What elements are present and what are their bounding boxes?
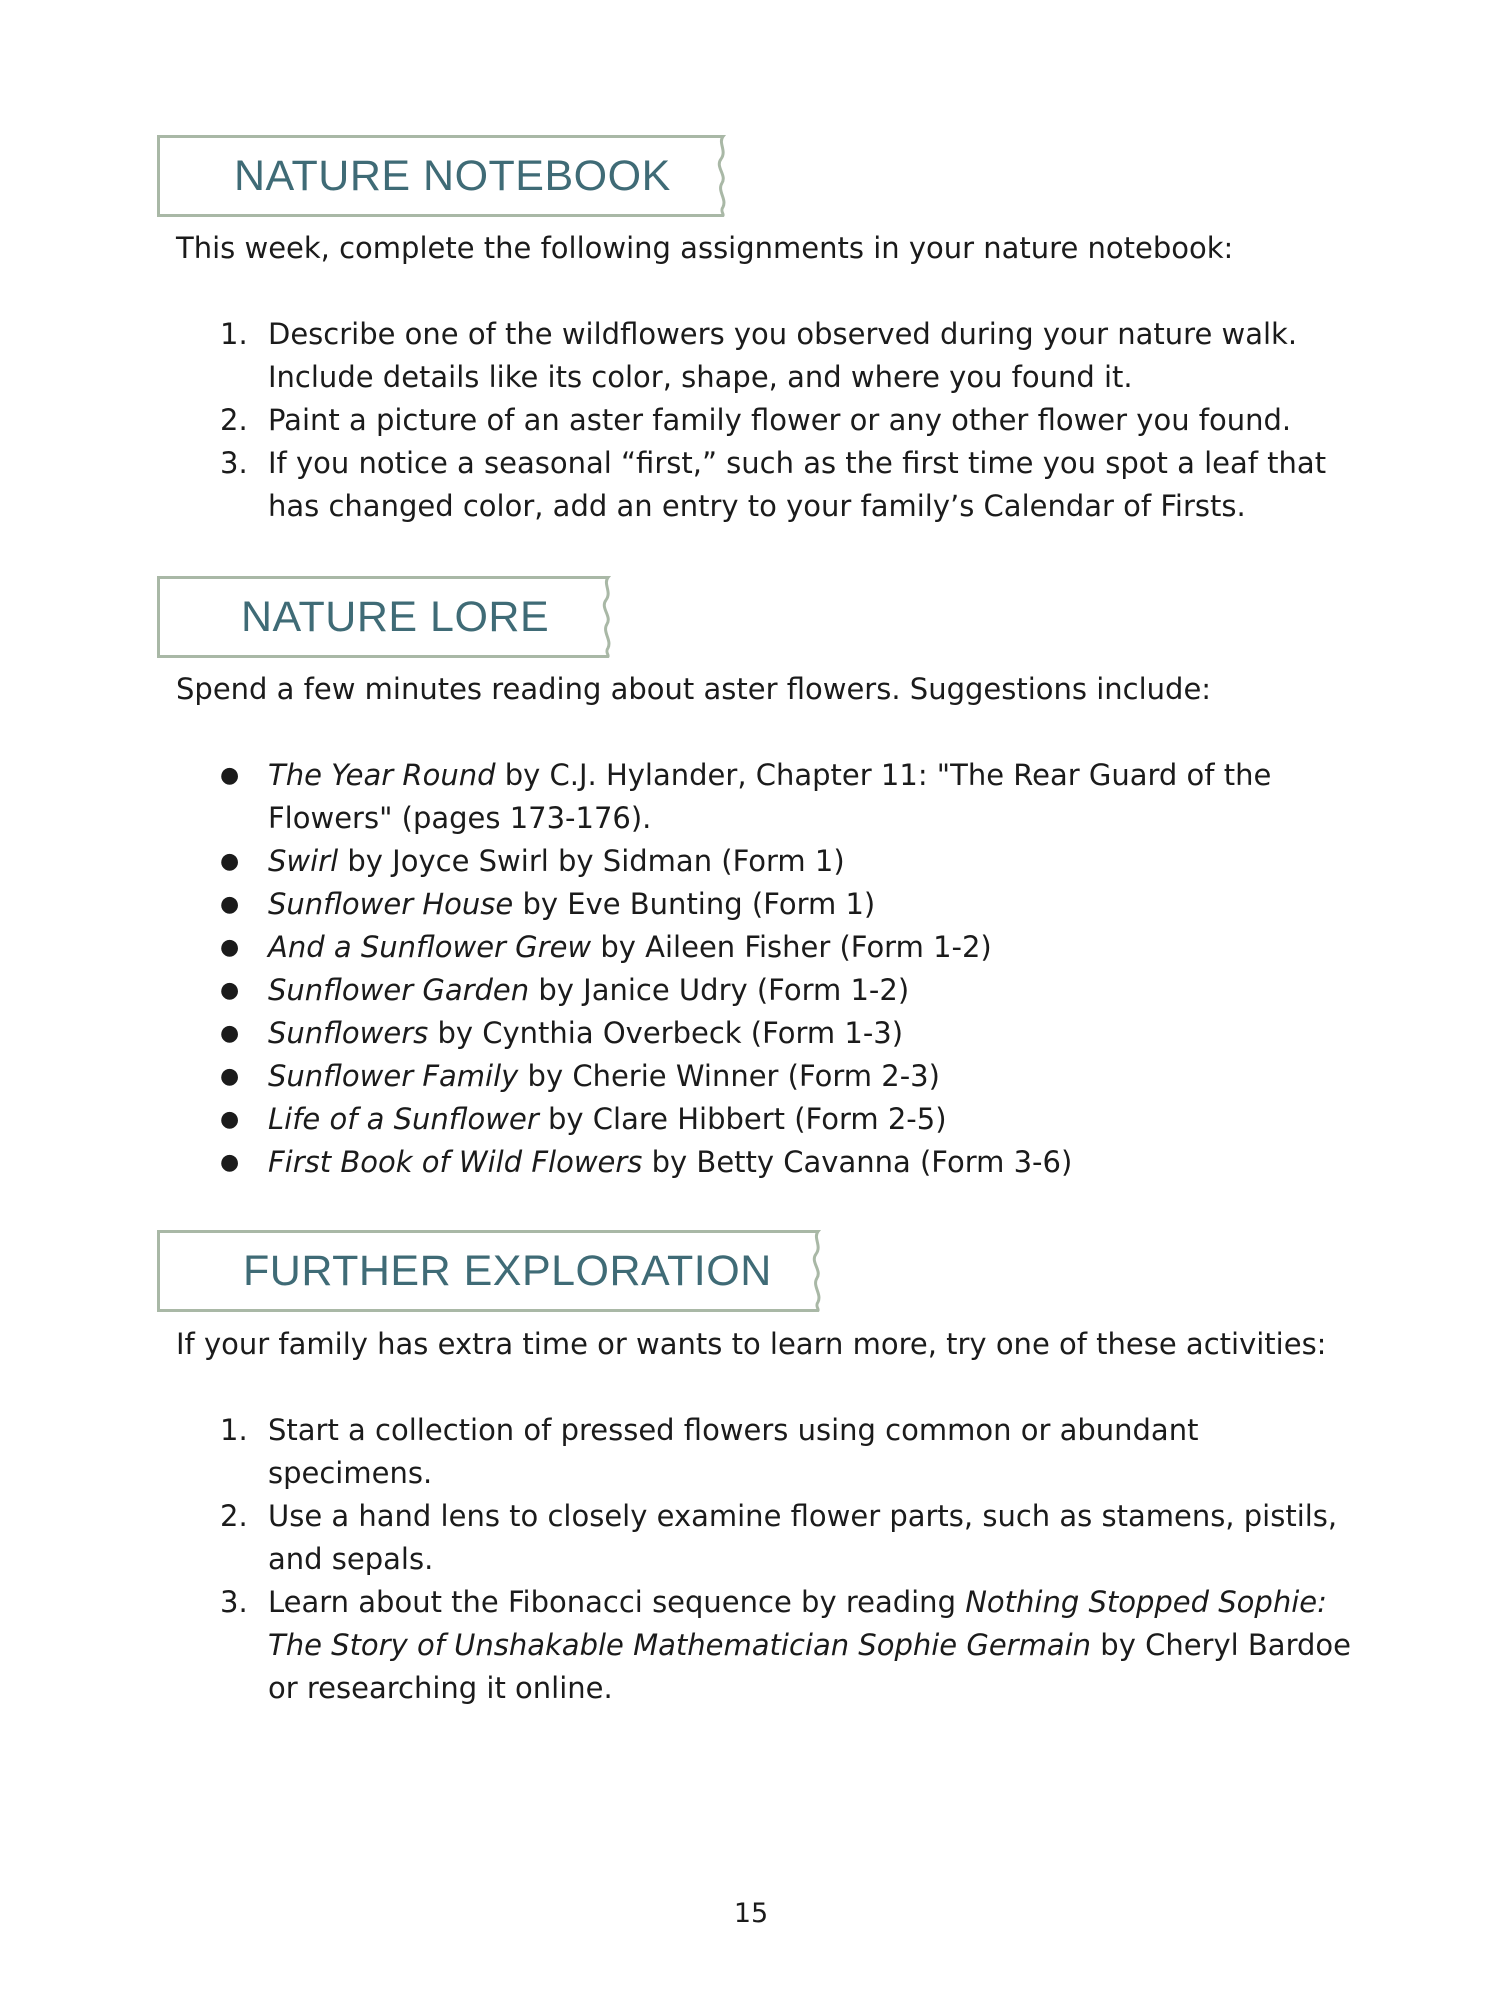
list-number: 1. <box>220 317 248 351</box>
section-title: FURTHER EXPLORATION <box>243 1247 772 1295</box>
list-item <box>176 1012 1358 1055</box>
list-item <box>176 840 1358 883</box>
list-number: 3. <box>220 446 248 480</box>
book-title: The Year Round <box>268 758 496 792</box>
book-title: Sunflower Garden <box>268 973 530 1007</box>
list-item <box>176 926 1358 969</box>
section-intro: This week, complete the following assignments in your nature notebook: <box>176 231 1234 265</box>
book-title: Nothing Stopped Sophie: The Story of Unshakable Mathematician Sophie Germain <box>268 1585 1327 1662</box>
book-title: Sunflowers <box>268 1016 429 1050</box>
book-details: by Joyce Swirl by Sidman (Form 1) <box>338 844 845 878</box>
section-intro: If your family has extra time or wants to learn more, try one of these activities: <box>176 1327 1327 1361</box>
list-item-text: Start a collection of pressed flowers using common or abundant specimens. <box>268 1413 1199 1490</box>
book-details: by C.J. Hylander, Chapter 11: "The Rear Guard of the Flowers" (pages 173-176). <box>268 758 1272 835</box>
bullet-icon: ● <box>220 763 240 788</box>
book-title: First Book of Wild Flowers <box>268 1145 643 1179</box>
book-details: by Aileen Fisher (Form 1-2) <box>591 930 992 964</box>
list-item-text: Paint a picture of an aster family flower or any other flower you found. <box>268 403 1292 437</box>
list-item-text: by Cheryl Bardoe or researching it online. <box>268 1628 1351 1705</box>
book-title: Swirl <box>268 844 339 878</box>
book-title: Sunflower Family <box>268 1059 519 1093</box>
bullet-icon: ● <box>220 1107 240 1132</box>
list-number: 1. <box>220 1413 248 1447</box>
list-item-text: Use a hand lens to closely examine flower parts, such as stamens, pistils, and sepals. <box>268 1499 1338 1576</box>
book-details: by Betty Cavanna (Form 3-6) <box>642 1145 1073 1179</box>
list-item <box>176 1581 1358 1710</box>
section-title: NATURE LORE <box>241 593 550 641</box>
book-title: Sunflower House <box>268 887 514 921</box>
bullet-icon: ● <box>220 935 240 960</box>
list-item <box>176 754 1358 840</box>
bullet-icon: ● <box>220 849 240 874</box>
list-number: 3. <box>220 1585 248 1619</box>
section-title: NATURE NOTEBOOK <box>234 152 671 200</box>
bullet-icon: ● <box>220 1064 240 1089</box>
book-list <box>176 754 1358 1184</box>
bullet-icon: ● <box>220 1021 240 1046</box>
list-item <box>176 399 1358 442</box>
book-details: by Cherie Winner (Form 2-3) <box>518 1059 940 1093</box>
book-details: by Cynthia Overbeck (Form 1-3) <box>428 1016 904 1050</box>
list-item <box>176 1141 1358 1184</box>
list-item <box>176 313 1358 399</box>
section-banner <box>157 1230 827 1312</box>
book-title: And a Sunflower Grew <box>268 930 592 964</box>
bullet-icon: ● <box>220 892 240 917</box>
assignment-list <box>176 313 1358 528</box>
list-item-text: Describe one of the wildflowers you observed during your nature walk. Include details like its color, shape, and where you found it. <box>268 317 1298 394</box>
list-item <box>176 1409 1358 1495</box>
list-number: 2. <box>220 403 248 437</box>
bullet-icon: ● <box>220 978 240 1003</box>
list-number: 2. <box>220 1499 248 1533</box>
list-item <box>176 1495 1358 1581</box>
list-item <box>176 969 1358 1012</box>
section-intro: Spend a few minutes reading about aster flowers. Suggestions include: <box>176 672 1212 706</box>
book-details: by Eve Bunting (Form 1) <box>513 887 876 921</box>
activity-list <box>176 1409 1358 1710</box>
section-banner <box>157 135 732 217</box>
bullet-icon: ● <box>220 1150 240 1175</box>
book-details: by Clare Hibbert (Form 2-5) <box>538 1102 947 1136</box>
list-item <box>176 1098 1358 1141</box>
page-number: 15 <box>733 1898 769 1929</box>
book-details: by Janice Udry (Form 1-2) <box>529 973 910 1007</box>
section-banner <box>157 576 617 658</box>
list-item-text: Learn about the Fibonacci sequence by reading <box>268 1585 966 1619</box>
book-title: Life of a Sunflower <box>268 1102 539 1136</box>
list-item <box>176 883 1358 926</box>
list-item-text: If you notice a seasonal “first,” such as the first time you spot a leaf that has changed color, add an entry to your family’s Calendar of Firsts. <box>268 446 1327 523</box>
list-item <box>176 1055 1358 1098</box>
list-item <box>176 442 1358 528</box>
